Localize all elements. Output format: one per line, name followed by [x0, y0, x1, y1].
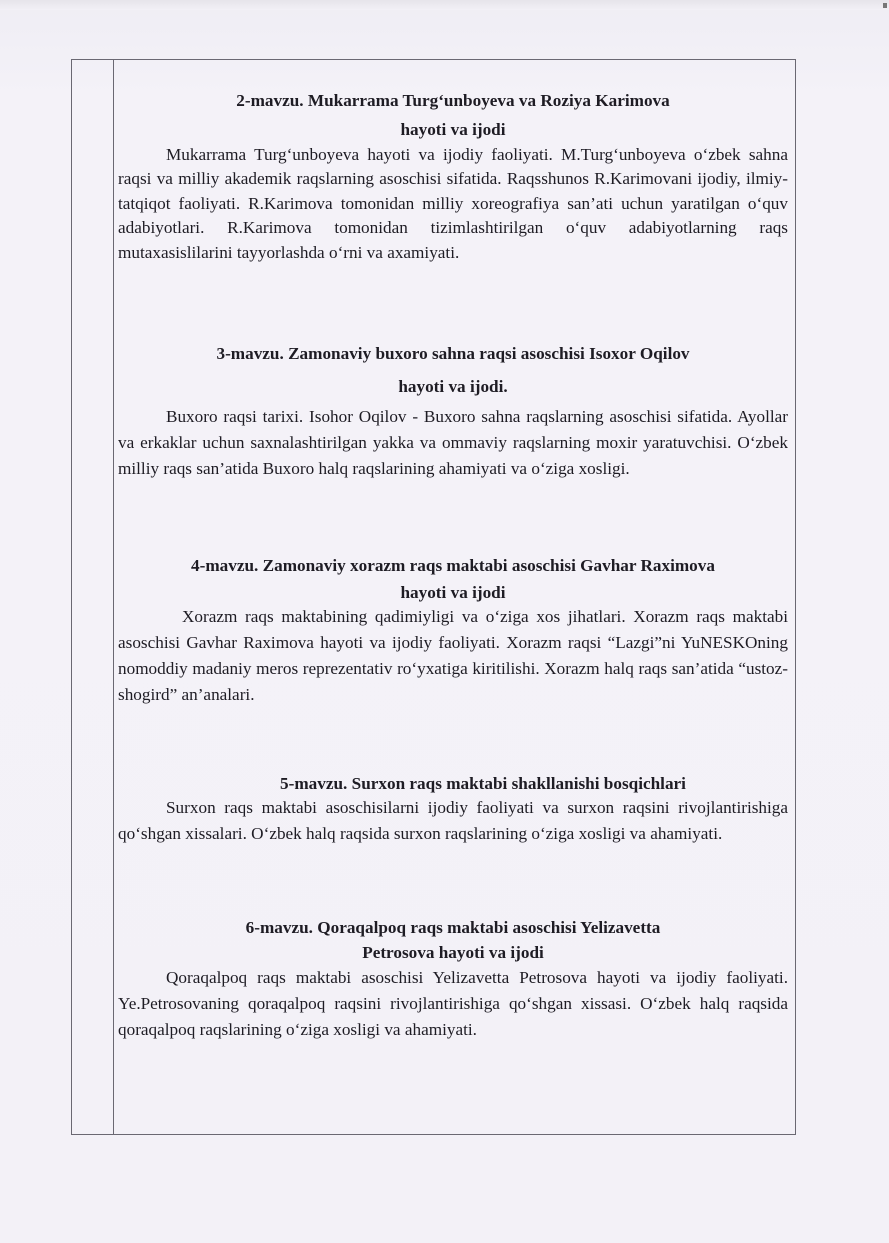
section-topic-4: [118, 550, 788, 708]
scan-top-edge: [0, 0, 889, 10]
section-heading: 4-mavzu. Zamonaviy xorazm raqs maktabi asoschisi Gavhar Raximova: [191, 556, 715, 575]
section-body: Xorazm raqs maktabining qadimiyligi va o‘ziga xos jihatlari. Xorazm raqs maktabi asoschisi Gavhar Raximova hayoti va ijodiy faoliyati. Xorazm raqsi “Lazgi”ni YuNESKOning nomoddiy madaniy meros reprezentativ ro‘yxatiga kiritilishi. Xorazm halq raqs san’atida “ustoz-shogird” an’analari.: [118, 607, 788, 704]
section-topic-5: [118, 773, 788, 847]
section-heading-line2: hayoti va ijodi.: [398, 377, 508, 396]
section-body: Qoraqalpoq raqs maktabi asoschisi Yelizavetta Petrosova hayoti va ijodiy faoliyati. Ye.Petrosovaning qoraqalpoq raqsini rivojlantirishiga qo‘shgan xissasi. O‘zbek halq raqsida qoraqalpoq raqslarining o‘ziga xosligi va ahamiyati.: [118, 968, 788, 1039]
section-body: Mukarrama Turg‘unboyeva hayoti va ijodiy faoliyati. M.Turg‘unboyeva o‘zbek sahna raqsi va milliy akademik raqslarning asoschisi sifatida. Raqsshunos R.Karimovani ijodiy, ilmiy-tatqiqot faoliyati. R.Karimova tomonidan milliy xoreografiya san’ati uchun yaratilgan o‘quv adabiyotlari. R.Karimova tomonidan tizimlashtirilgan o‘quv adabiyotlarning raqs mutaxasislilarini tayyorlashda o‘rni va axamiyati.: [118, 145, 788, 262]
section-body: Surxon raqs maktabi asoschisilarni ijodiy faoliyati va surxon raqsini rivojlantirishiga qo‘shgan xissalari. O‘zbek halq raqsida surxon raqslarining o‘ziga xosligi va ahamiyati.: [118, 798, 788, 843]
section-topic-6: [118, 915, 788, 1043]
section-heading-line2: hayoti va ijodi: [400, 120, 506, 139]
section-heading: 2-mavzu. Mukarrama Turg‘unboyeva va Roziya Karimova: [236, 91, 670, 110]
section-heading: 5-mavzu. Surxon raqs maktabi shakllanishi bosqichlari: [280, 774, 686, 793]
section-heading: 3-mavzu. Zamonaviy buxoro sahna raqsi asoschisi Isoxor Oqilov: [216, 344, 690, 363]
table-column-divider: [113, 59, 114, 1135]
section-topic-2: [118, 85, 788, 265]
scan-corner-mark: [883, 3, 887, 8]
section-body: Buxoro raqsi tarixi. Isohor Oqilov - Buxoro sahna raqslarning asoschisi sifatida. Ayollar va erkaklar uchun saxnalashtirilgan yakka va ommaviy raqslarning moxir yaratuvchisi. O‘zbek milliy raqs san’atida Buxoro halq raqslarining ahamiyati va o‘ziga xosligi.: [118, 407, 788, 478]
section-heading: 6-mavzu. Qoraqalpoq raqs maktabi asoschisi Yelizavetta: [245, 918, 661, 937]
section-heading-line2: Petrosova hayoti va ijodi: [362, 943, 544, 962]
section-heading-line2: hayoti va ijodi: [400, 583, 506, 602]
section-topic-3: [118, 338, 788, 482]
